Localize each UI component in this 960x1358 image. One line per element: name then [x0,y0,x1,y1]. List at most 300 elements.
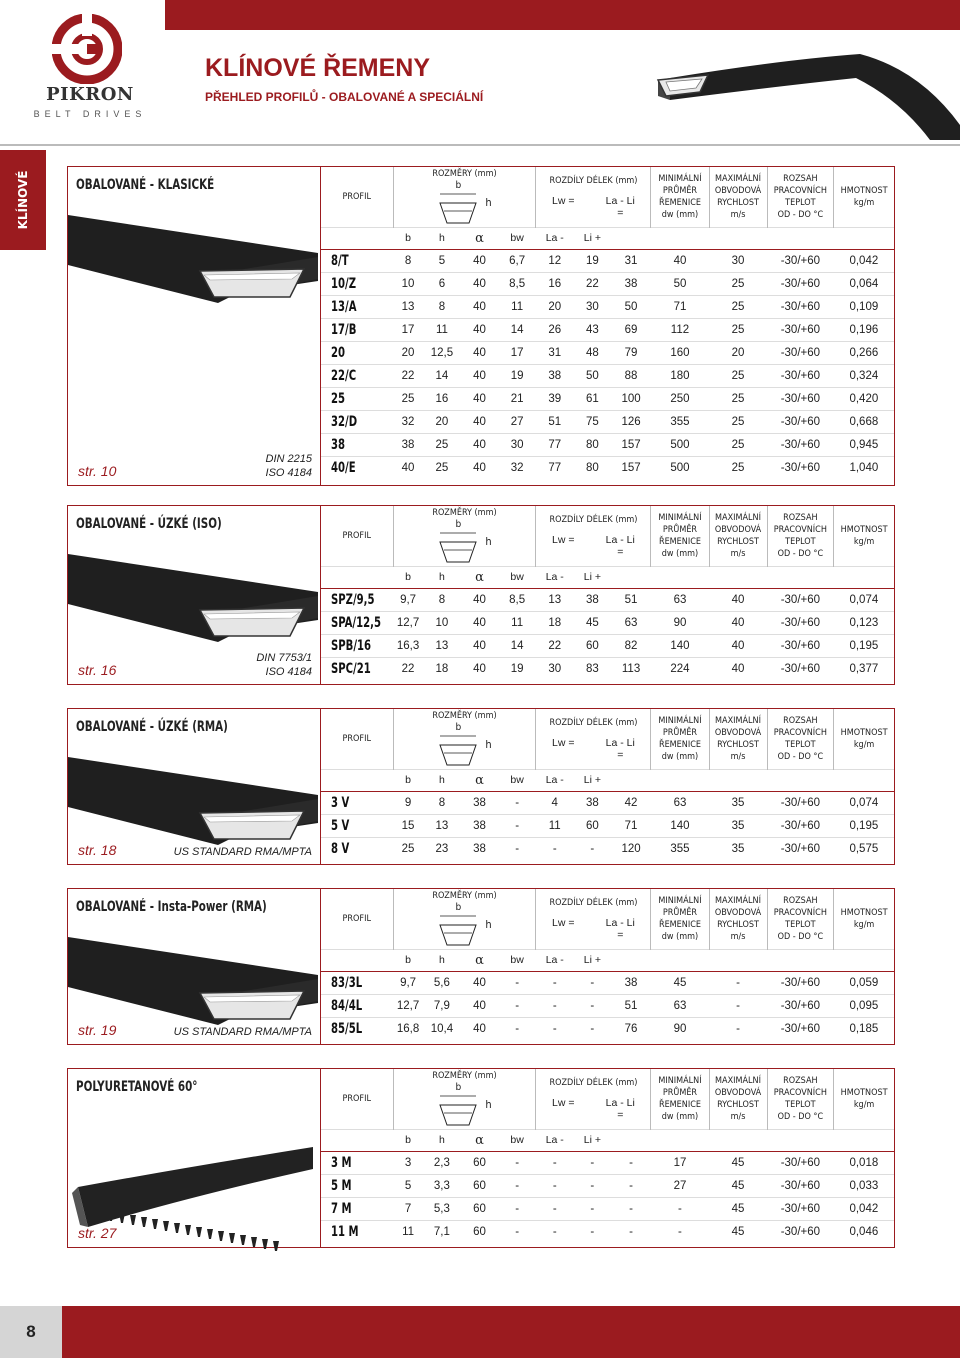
table-cell: 5 [423,249,461,272]
header-divider [0,144,960,146]
section-title: OBALOVANÉ - ÚZKÉ (RMA) [76,719,228,735]
header-min-prumer [651,709,709,769]
profile-name: 32/D [321,410,393,433]
table-cell: -30/+60 [767,1174,834,1197]
table-cell: -30/+60 [767,1151,834,1174]
subheader-cell: La - [536,227,574,249]
dim-b-label: b [455,722,462,734]
table-row [321,1174,894,1197]
table-cell: 16 [536,272,574,295]
table-cell: 140 [651,814,709,837]
table-cell: 157 [621,461,641,474]
table-cell: 25 [709,318,767,341]
table-cell: - [574,1197,612,1220]
table-cell: 0,042 [834,249,894,272]
header-line: kg/m [853,739,875,750]
la-li-label: La - Li [605,1096,635,1109]
table-cell: 120 [621,842,641,855]
table-cell: 157 [611,433,651,456]
subheader-cell: h [423,1129,461,1151]
header-line: MAXIMÁLNÍ [715,512,761,523]
table-cell: 50 [574,364,612,387]
belt-image [68,205,318,320]
header-line: dw (mm) [661,209,699,220]
subheader-cell: h [423,949,461,971]
table-cell: -30/+60 [767,971,834,994]
table-cell: 5,3 [423,1197,461,1220]
header-line: ROZSAH [783,895,818,906]
table-cell: 20 [709,341,767,364]
page-reference[interactable]: str. 18 [78,842,117,858]
table-cell: 40 [461,994,499,1017]
subheader-cell: h [423,769,461,791]
header-profil: PROFIL [342,913,371,924]
header-rozmery-label: ROZMĚRY (mm) [432,1071,497,1082]
table-cell: -30/+60 [767,814,834,837]
subheader-cell: α [461,769,499,791]
table-cell: 63 [651,994,709,1017]
table-cell: - [536,994,574,1017]
table-cell: 40 [461,364,499,387]
table-cell: 25 [709,410,767,433]
section-klasicke [67,166,895,486]
table-cell: 38 [461,791,499,814]
table-cell: 50 [611,295,651,318]
header-line: ROZSAH [783,512,818,523]
table-row [321,588,894,611]
header-line: kg/m [853,536,875,547]
table-cell: 500 [651,433,709,456]
header-line: PRACOVNÍCH [773,524,827,535]
table-cell: 40 [461,433,499,456]
header-line: OD - DO °C [777,209,824,220]
table-cell: 63 [611,611,651,634]
v-belt-illustration [630,30,960,140]
table-cell: - [498,814,536,837]
table-cell: -30/+60 [780,1225,821,1238]
table-cell: 25 [423,433,461,456]
table-cell: 30 [709,249,767,272]
header-rozsah-teplot [767,889,834,949]
header-line: HMOTNOST [840,727,888,738]
table-cell: 5,6 [423,971,461,994]
header-rozmery-label: ROZMĚRY (mm) [432,891,497,902]
header-line: OD - DO °C [777,1111,824,1122]
header-line: MINIMÁLNÍ [658,512,702,523]
header-line: m/s [730,209,746,220]
table-cell: 60 [574,634,612,657]
table-cell: 0,195 [834,634,894,657]
table-cell: 180 [651,364,709,387]
table-cell: - [552,842,557,855]
table-cell: 40 [461,295,499,318]
table-cell: 13 [393,295,423,318]
table-cell: -30/+60 [767,364,834,387]
table-cell: 40 [461,971,499,994]
dim-b-label: b [455,902,462,914]
table-cell: 14 [498,318,536,341]
side-tab [0,150,46,250]
profile-name: 5 M [321,1174,393,1197]
header-min-prumer [651,167,709,227]
header-line: OD - DO °C [777,548,824,559]
profile-name: 8/T [321,249,393,272]
table-row [321,814,894,837]
header-profil: PROFIL [342,530,371,541]
table-cell: 0,059 [834,971,894,994]
subheader-cell: bw [498,1129,536,1151]
standard-reference [266,452,312,480]
header-rozdily-label: ROZDÍLY DÉLEK (mm) [549,1077,638,1088]
table-row [321,318,894,341]
header-line: PRŮMĚR [662,1087,698,1098]
header-line: kg/m [853,197,875,208]
table-cell: 9,7 [393,971,423,994]
page-reference[interactable]: str. 27 [78,1225,117,1241]
table-cell: 11 [402,1225,415,1238]
section-title: POLYURETANOVÉ 60° [76,1079,198,1095]
table-cell: - [611,1197,651,1220]
header-line: OBVODOVÁ [714,1087,762,1098]
header-line: MAXIMÁLNÍ [715,173,761,184]
table-cell: 40 [461,634,499,657]
table-cell: 0,377 [849,662,879,675]
table-cell: 80 [574,433,612,456]
v-belt-cross-section-icon [68,747,318,857]
dim-h-label: h [485,1097,492,1111]
profile-table [321,709,894,860]
table-cell: 45 [709,1174,767,1197]
dim-h-label: h [485,917,492,931]
table-cell: 8 [393,249,423,272]
table-cell: 0,123 [834,611,894,634]
section-title: OBALOVANÉ - Insta-Power (RMA) [76,899,267,915]
section-uzke-iso [67,505,895,685]
header-line: TEPLOT [785,536,816,547]
page-title: KLÍNOVÉ ŘEMENY [205,54,431,82]
table-cell: 60 [473,1225,486,1238]
header-line: HMOTNOST [840,1087,888,1098]
header-line: PRŮMĚR [662,727,698,738]
table-cell: -30/+60 [780,1022,821,1035]
table-cell: 21 [498,387,536,410]
table-cell: 0,064 [834,272,894,295]
table-cell: - [574,1174,612,1197]
header-rozsah-teplot [767,709,834,769]
profile-name: 25 [321,387,393,410]
table-cell: 0,074 [834,791,894,814]
table-cell: 77 [536,433,574,456]
table-row [321,456,894,479]
table-cell: 19 [510,662,524,675]
table-row [321,1017,894,1040]
header-line: ROZSAH [783,715,818,726]
table-cell: 17 [651,1151,709,1174]
table-row [321,994,894,1017]
table-cell: -30/+60 [767,272,834,295]
eq-label: = [617,1108,624,1121]
subheader-cell: La - [536,769,574,791]
header-line: OBVODOVÁ [714,907,762,918]
header-line: dw (mm) [661,751,699,762]
table-cell: -30/+60 [767,791,834,814]
section-title: OBALOVANÉ - ÚZKÉ (ISO) [76,516,222,532]
table-cell: 0,033 [834,1174,894,1197]
table-cell: 8 [423,295,461,318]
header-hmotnost [834,1069,894,1129]
table-cell: 45 [651,971,709,994]
v-belt-cross-section-icon [68,927,318,1037]
table-row [321,837,894,860]
table-cell: 6 [423,272,461,295]
table-cell: - [498,971,536,994]
header-line: dw (mm) [661,931,699,942]
subheader-cell: La - [536,1129,574,1151]
table-cell: 16,3 [393,634,423,657]
table-cell: 40 [473,662,486,675]
table-cell: 40 [401,461,415,474]
header-max-rychlost [709,1069,767,1129]
la-li-label: La - Li [605,194,635,207]
table-cell: 40 [461,272,499,295]
profile-name: 20 [321,341,393,364]
header-rozmery [393,1069,536,1129]
table-cell: -30/+60 [767,249,834,272]
header-line: OBVODOVÁ [714,727,762,738]
table-cell: - [498,994,536,1017]
v-belt-cross-section-icon [68,205,318,315]
header-line: TEPLOT [785,739,816,750]
header-line: dw (mm) [661,548,699,559]
subheader-cell: b [393,566,423,588]
table-cell: 40 [461,387,499,410]
table-cell: 0,074 [834,588,894,611]
table-cell: 40 [461,611,499,634]
table-cell: -30/+60 [780,461,821,474]
section-uzke-rma [67,708,895,865]
table-cell: -30/+60 [767,634,834,657]
table-cell: 16,8 [396,1022,420,1035]
header-line: RYCHLOST [717,1099,759,1110]
profile-name: SPA/12,5 [321,611,393,634]
table-cell: - [629,1225,633,1238]
table-cell: 48 [574,341,612,364]
table-cell: 27 [651,1174,709,1197]
table-cell: -30/+60 [767,1197,834,1220]
profile-table [321,1069,894,1243]
profile-name: 40/E [331,459,356,476]
table-row [321,249,894,272]
header-line: ŘEMENICE [658,739,701,750]
table-cell: 14 [423,364,461,387]
table-cell: 25 [709,272,767,295]
header-line: PRŮMĚR [662,524,698,535]
header-rozdily [536,506,651,566]
table-cell: 45 [574,611,612,634]
pikron-logo-icon [52,14,122,84]
subheader-cell: La - [536,566,574,588]
header-max-rychlost [709,506,767,566]
table-cell: 38 [611,272,651,295]
header-max-rychlost [709,709,767,769]
table-cell: 90 [673,1022,687,1035]
header-rozsah-teplot [767,1069,834,1129]
header-line: OBVODOVÁ [714,524,762,535]
header-rozdily-label: ROZDÍLY DÉLEK (mm) [549,175,638,186]
header-line: PRŮMĚR [662,185,698,196]
table-cell: 113 [621,662,641,675]
table-cell: 0,945 [834,433,894,456]
subheader-cell: α [461,566,499,588]
subheader-cell: b [393,1129,423,1151]
table-cell: 11 [498,295,536,318]
table-cell: 80 [585,461,599,474]
standard-line: DIN 7753/1 [256,652,312,664]
standard-line: US STANDARD RMA/MPTA [173,1026,312,1038]
table-cell: 13 [536,588,574,611]
table-cell: 38 [611,971,651,994]
table-row [321,364,894,387]
table-cell: 10 [423,611,461,634]
table-cell: 38 [393,433,423,456]
table-cell: 60 [461,1151,499,1174]
header-line: ŘEMENICE [658,536,701,547]
subheader-cell: h [423,227,461,249]
table-cell: 23 [435,842,449,855]
table-cell: 25 [709,433,767,456]
profile-table [321,506,894,680]
page-reference[interactable]: str. 16 [78,662,117,678]
v-belt-cross-section-icon [68,544,318,654]
page-reference[interactable]: str. 10 [78,463,117,479]
table-cell: 25 [401,842,415,855]
table-row [321,1151,894,1174]
table-cell: 16 [423,387,461,410]
header-rozdily [536,709,651,769]
subheader-cell: b [393,227,423,249]
table-cell: 40 [651,249,709,272]
header-rozmery [393,167,536,227]
table-cell: 6,7 [498,249,536,272]
page-reference[interactable]: str. 19 [78,1022,117,1038]
table-row [321,410,894,433]
profile-name: SPZ/9,5 [321,588,393,611]
header-line: HMOTNOST [840,524,888,535]
table-cell: 30 [498,433,536,456]
profile-cross-section-icon [437,733,479,767]
header-rozdily-label: ROZDÍLY DÉLEK (mm) [549,717,638,728]
table-cell: - [651,1197,709,1220]
table-cell: 38 [536,364,574,387]
table-cell: 69 [611,318,651,341]
table-cell: 18 [536,611,574,634]
table-cell: 32 [510,461,524,474]
header-profil: PROFIL [342,191,371,202]
table-cell: 13 [423,814,461,837]
table-row [321,791,894,814]
subheader-cell: b [393,769,423,791]
table-cell: -30/+60 [767,611,834,634]
table-cell: 2,3 [423,1151,461,1174]
standard-reference [174,1025,312,1039]
table-cell: 100 [611,387,651,410]
header-line: HMOTNOST [840,907,888,918]
table-cell: 9,7 [393,588,423,611]
table-cell: -30/+60 [767,387,834,410]
header-line: kg/m [853,1099,875,1110]
table-cell: - [498,791,536,814]
table-cell: 22 [574,272,612,295]
table-cell: 40 [461,249,499,272]
dim-h-label: h [485,737,492,751]
table-cell: 40 [731,662,745,675]
header-line: HMOTNOST [840,185,888,196]
header-rozsah-teplot [767,506,834,566]
table-cell: 12,7 [393,611,423,634]
table-row [321,272,894,295]
table-cell: 0,185 [849,1022,879,1035]
table-cell: 0,046 [849,1225,879,1238]
table-cell: 18 [435,662,449,675]
header-line: PRŮMĚR [662,907,698,918]
brand-name: PIKRON [46,84,134,105]
table-cell: - [536,1174,574,1197]
table-cell: 0,575 [849,842,879,855]
table-cell: 83 [585,662,599,675]
table-cell: 0,324 [834,364,894,387]
header-line: m/s [730,548,746,559]
eq-label: = [617,206,624,219]
table-cell: 3 [393,1151,423,1174]
brand-tagline: BELT DRIVES [33,109,147,119]
table-cell: - [552,1022,557,1035]
table-cell: 20 [423,410,461,433]
table-row [321,611,894,634]
table-cell: - [515,1225,520,1238]
table-cell: 3,3 [423,1174,461,1197]
table-cell: - [498,1197,536,1220]
subheader-cell: bw [498,949,536,971]
table-cell: 0,266 [834,341,894,364]
dim-b-label: b [455,1082,462,1094]
table-cell: 35 [709,791,767,814]
standard-reference [174,845,312,859]
table-cell: -30/+60 [767,410,834,433]
header-min-prumer [651,889,709,949]
header-line: m/s [730,931,746,942]
la-li-label: La - Li [605,916,635,929]
table-cell: 11 [498,611,536,634]
subheader-cell: La - [536,949,574,971]
footer-bar [0,1306,960,1358]
table-cell: 12,7 [393,994,423,1017]
lw-label: Lw = [552,916,575,929]
lw-label: Lw = [552,194,575,207]
table-cell: 22 [536,634,574,657]
table-cell: 40 [709,588,767,611]
header-line: m/s [730,1111,746,1122]
profile-cross-section-icon [437,1093,479,1127]
top-accent-bar [165,0,960,30]
table-cell: - [574,994,612,1017]
table-cell: - [590,842,595,855]
dim-b-label: b [455,519,462,531]
profile-table [321,889,894,1040]
profile-name: 3 V [321,791,393,814]
table-cell: 45 [709,1197,767,1220]
header-line: PRACOVNÍCH [773,907,827,918]
dim-h-label: h [485,534,492,548]
